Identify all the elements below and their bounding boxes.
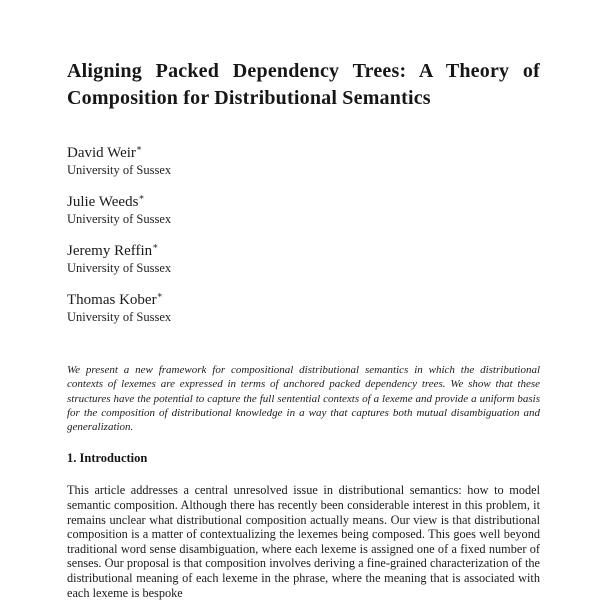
author-name — [67, 242, 540, 261]
paper-title-line1: Aligning Packed Dependency Trees: A Theory of — [67, 60, 540, 82]
author-block — [67, 242, 540, 276]
author-block — [67, 193, 540, 227]
page-content — [67, 0, 540, 613]
author-affiliation: University of Sussex — [67, 310, 172, 324]
author-affiliation: University of Sussex — [67, 163, 172, 177]
author-name — [67, 291, 540, 310]
author-name-text: Thomas Kober — [67, 292, 157, 308]
author-list — [67, 144, 540, 325]
paper-title — [67, 58, 540, 111]
author-affiliation-marker: ∗ — [138, 192, 145, 202]
body-paragraph: This article addresses a central unresolved issue in distributional semantics: how to model semantic composition. Although there has recently been considerable interest in this problem, it remains unclear what distributional composition actually means. Our view is that distributional composition is a matter of contextualizing the lexemes being composed. This goes well beyond traditional word sense disambiguation, where each lexeme is assigned one of a fixed number of senses. Our proposal is that composition involves deriving a fine-grained characterization of the distributional meaning of each lexeme in the phrase, where the meaning that is associated with each lexeme is bespoke — [67, 483, 540, 600]
author-name — [67, 193, 540, 212]
paper-title-line2: Composition for Distributional Semantics — [67, 86, 431, 109]
author-affiliation: University of Sussex — [67, 212, 172, 226]
author-name-text: David Weir — [67, 145, 136, 161]
author-affiliation-marker: ∗ — [156, 290, 163, 300]
author-affiliation-marker: ∗ — [135, 143, 143, 153]
paper-abstract: We present a new framework for compositional distributional semantics in which the distributional contexts of lexemes are expressed in terms of anchored packed dependency trees. We show that these structures have the potential to capture the full sentential contexts of a lexeme and provide a uniform basis for the composition of distributional knowledge in a way that captures both mutual disambiguation and generalization. — [67, 364, 540, 434]
author-block — [67, 291, 540, 325]
author-name — [67, 144, 540, 163]
author-block — [67, 144, 540, 178]
author-name-text: Julie Weeds — [67, 194, 139, 210]
author-affiliation: University of Sussex — [67, 261, 172, 275]
author-affiliation-marker: ∗ — [152, 241, 159, 251]
section-heading-introduction: 1. Introduction — [67, 451, 148, 466]
author-name-text: Jeremy Reffin — [67, 243, 153, 259]
